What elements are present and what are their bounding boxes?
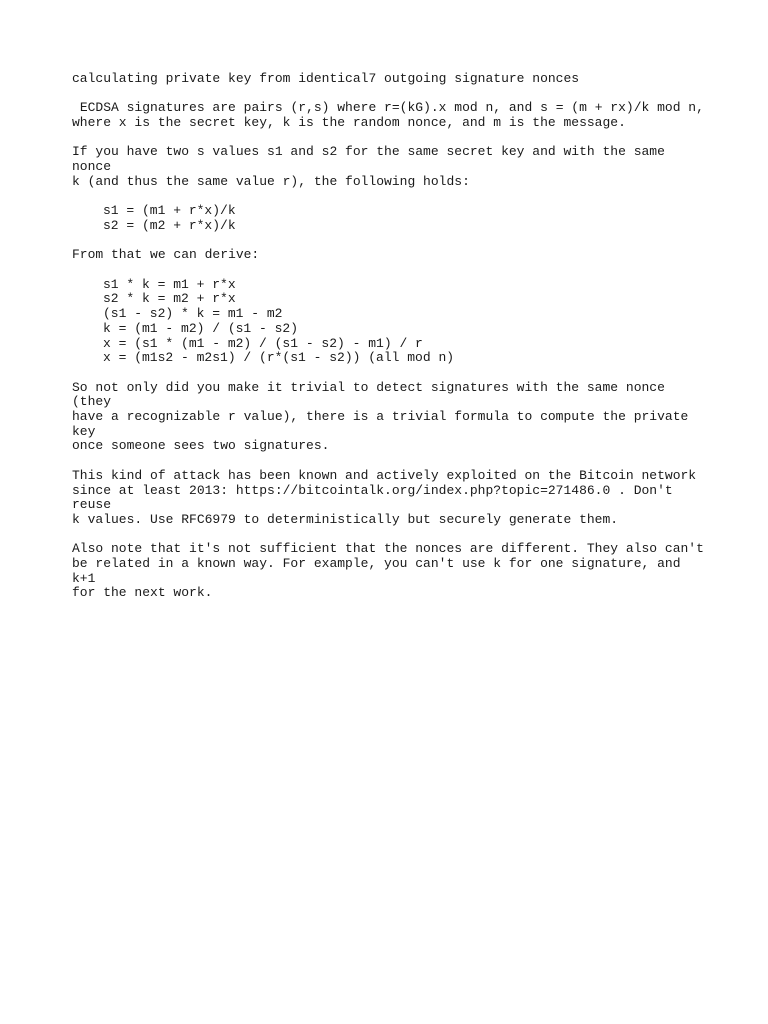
equation-line: s2 * k = m2 + r*x — [103, 291, 236, 307]
equation-line: s1 * k = m1 + r*x — [103, 276, 236, 292]
paragraph-trivial-detection: So not only did you make it trivial to detect signatures with the same nonce (they have a recognizable r value), there is a trivial formula to compute the private key once someone sees two signatures. — [72, 379, 689, 454]
paragraph-ecdsa-definition: ECDSA signatures are pairs (r,s) where r=(kG).x mod n, and s = (m + rx)/k mod n, where x is the secret key, k is the random nonce, and m is the message. — [72, 100, 704, 131]
equation-line: k = (m1 - m2) / (s1 - s2) — [103, 320, 299, 336]
equation-block-signatures — [72, 204, 708, 233]
paragraph-same-nonce: If you have two s values s1 and s2 for the same secret key and with the same nonce k (and thus the same value r), the following holds: — [72, 144, 665, 189]
equation-line: x = (m1s2 - m2s1) / (r*(s1 - s2)) (all mod n) — [103, 350, 455, 366]
paragraph-derive: From that we can derive: — [72, 247, 260, 263]
equation-line: (s1 - s2) * k = m1 - m2 — [103, 306, 283, 322]
equation-block-derivation — [72, 278, 708, 366]
equation-line: x = (s1 * (m1 - m2) / (s1 - s2) - m1) / r — [103, 335, 423, 351]
equation-line: s1 = (m1 + r*x)/k — [103, 203, 236, 219]
paragraph-related-nonces: Also note that it's not sufficient that the nonces are different. They also can't be related in a known way. For example, you can't use k for one signature, and k+1 for the next work. — [72, 541, 704, 601]
document-title: calculating private key from identical7 outgoing signature nonces — [72, 71, 580, 86]
paragraph-known-attack: This kind of attack has been known and actively exploited on the Bitcoin network since at least 2013: https://bitcointalk.org/index.php?topic=271486.0 . Don't reuse k values. Use RFC6979 to deterministically but securely generate them. — [72, 467, 697, 527]
equation-line: s2 = (m2 + r*x)/k — [103, 217, 236, 233]
